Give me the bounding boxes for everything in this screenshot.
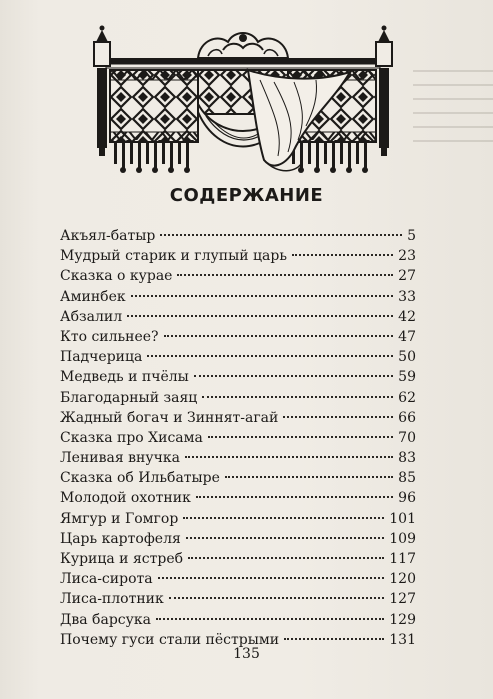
- dot-leader: [185, 456, 393, 458]
- toc-entry[interactable]: [60, 549, 416, 569]
- toc-entry-page: 5: [407, 228, 416, 244]
- toc-entry-page: 85: [398, 470, 416, 487]
- toc-entry[interactable]: [60, 488, 416, 508]
- toc-entry-page: 131: [389, 631, 416, 648]
- toc-entry[interactable]: [60, 287, 416, 307]
- dot-leader: [283, 416, 393, 418]
- toc-entry-page: 23: [398, 248, 416, 265]
- toc-entry-title: Ленивая внучка: [60, 450, 180, 467]
- toc-entry[interactable]: [60, 246, 416, 266]
- toc-entry-page: 109: [389, 530, 416, 547]
- toc-entry-page: 33: [398, 288, 416, 305]
- toc-entry[interactable]: [60, 610, 416, 630]
- toc-entry-page: 101: [389, 510, 416, 527]
- ornamental-curtain-illustration: [88, 20, 398, 180]
- toc-entry-page: 129: [389, 611, 416, 628]
- toc-entry-title: Царь картофеля: [60, 530, 181, 547]
- toc-entry-page: 27: [398, 268, 416, 285]
- toc-entry[interactable]: [60, 408, 416, 428]
- toc-entry-page: 70: [398, 429, 416, 446]
- dot-leader: [202, 396, 393, 398]
- dot-leader: [196, 496, 393, 498]
- dot-leader: [284, 638, 384, 640]
- toc-entry-page: 59: [398, 369, 416, 386]
- dot-leader: [169, 597, 385, 599]
- toc-entry-page: 42: [398, 308, 416, 325]
- toc-entry[interactable]: [60, 388, 416, 408]
- dot-leader: [147, 355, 393, 357]
- toc-entry-title: Лиса-плотник: [60, 591, 164, 608]
- dot-leader: [208, 436, 393, 438]
- toc-entry-title: Два барсука: [60, 611, 151, 628]
- toc-entry[interactable]: [60, 589, 416, 609]
- dot-leader: [292, 254, 393, 256]
- toc-entry-page: 66: [398, 409, 416, 426]
- toc-entry-title: Падчерица: [60, 349, 143, 366]
- toc-entry-title: Курица и ястреб: [60, 551, 184, 567]
- toc-entry-title: Ямгур и Гомгор: [60, 510, 179, 527]
- toc-entry-page: 96: [398, 490, 416, 507]
- dot-leader: [225, 476, 393, 478]
- dot-leader: [188, 557, 384, 559]
- toc-entry-page: 117: [389, 551, 416, 567]
- page-number: 135: [233, 646, 260, 662]
- dot-leader: [194, 375, 393, 377]
- toc-entry-title: Акъял-батыр: [60, 228, 156, 244]
- toc-entry-title: Сказка об Ильбатыре: [60, 470, 220, 487]
- toc-entry-title: Кто сильнее?: [60, 328, 159, 345]
- toc-entry-page: 50: [398, 349, 416, 366]
- toc-entry-title: Мудрый старик и глупый царь: [60, 248, 287, 265]
- toc-entry-page: 127: [389, 591, 416, 608]
- contents-heading: СОДЕРЖАНИЕ: [169, 185, 324, 206]
- toc-entry-page: 120: [389, 571, 416, 588]
- table-of-contents: [60, 226, 416, 650]
- toc-entry[interactable]: [60, 569, 416, 589]
- toc-entry-title: Сказка про Хисама: [60, 429, 203, 446]
- toc-entry-title: Медведь и пчёлы: [60, 369, 189, 386]
- toc-entry-title: Лиса-сирота: [60, 571, 153, 588]
- toc-entry-title: Абзалил: [60, 308, 123, 325]
- dot-leader: [183, 517, 384, 519]
- toc-entry-page: 62: [398, 389, 416, 406]
- dot-leader: [158, 577, 385, 579]
- dot-leader: [131, 295, 394, 297]
- toc-entry-title: Жадный богач и Зиннят-агай: [60, 409, 279, 426]
- toc-entry-page: 47: [398, 328, 416, 345]
- toc-entry-title: Молодой охотник: [60, 490, 191, 507]
- toc-entry[interactable]: [60, 307, 416, 327]
- toc-entry[interactable]: [60, 226, 416, 246]
- toc-entry[interactable]: [60, 266, 416, 286]
- toc-entry[interactable]: [60, 509, 416, 529]
- toc-entry[interactable]: [60, 428, 416, 448]
- dot-leader: [160, 234, 402, 236]
- toc-entry-title: Сказка о курае: [60, 268, 173, 285]
- dot-leader: [127, 315, 393, 317]
- toc-entry[interactable]: [60, 468, 416, 488]
- toc-entry[interactable]: [60, 367, 416, 387]
- toc-entry-page: 83: [398, 450, 416, 467]
- toc-entry[interactable]: [60, 347, 416, 367]
- toc-entry-title: Почему гуси стали пёстрыми: [60, 631, 280, 648]
- dot-leader: [156, 618, 384, 620]
- toc-entry[interactable]: [60, 448, 416, 468]
- show-through-text: [403, 60, 493, 180]
- toc-entry-title: Благодарный заяц: [60, 389, 198, 406]
- dot-leader: [186, 537, 384, 539]
- toc-entry-title: Аминбек: [60, 288, 126, 305]
- toc-entry[interactable]: [60, 327, 416, 347]
- dot-leader: [177, 274, 393, 276]
- toc-entry[interactable]: [60, 529, 416, 549]
- dot-leader: [164, 335, 394, 337]
